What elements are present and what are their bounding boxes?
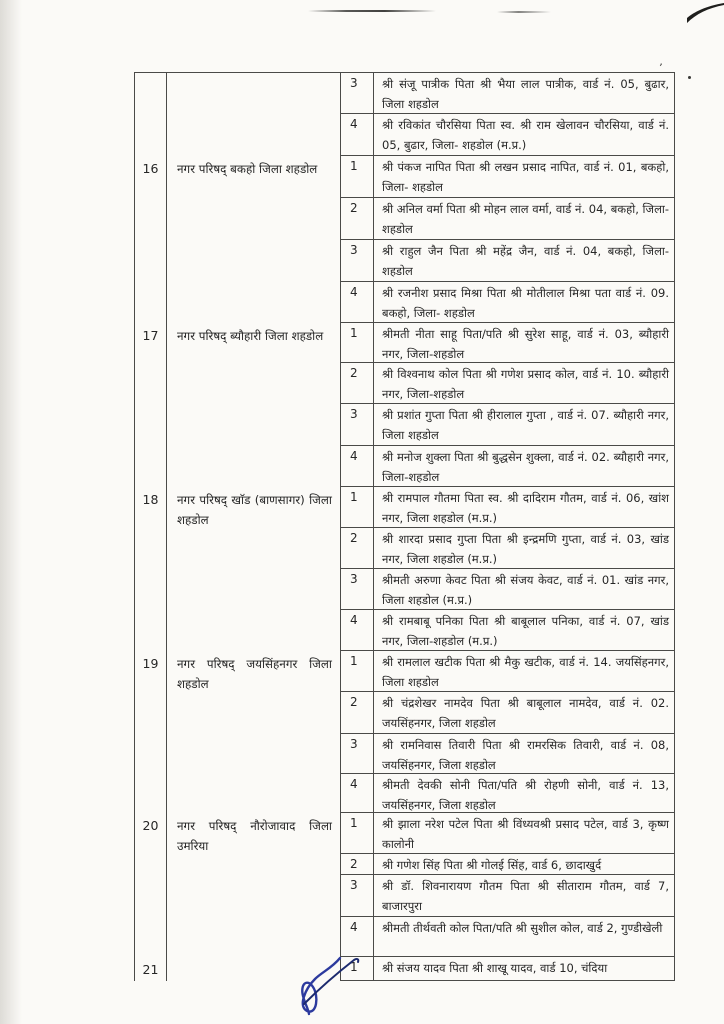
- member-text-cell: श्री रामबाबू पनिका पिता श्री बाबूलाल पनिका, वार्ड नं. 07, खांड नगर, जिला-शहडोल (म.प्र.): [382, 614, 669, 648]
- table-row: [341, 569, 674, 610]
- table-row: [341, 917, 674, 957]
- member-text-cell: श्री शारदा प्रसाद गुप्ता पिता श्री इन्द्रमणि गुप्ता, वार्ड नं. 03, खांड नगर, जिला शहडोल (म.प्र.): [382, 532, 669, 566]
- scan-line-artifact: [497, 11, 551, 13]
- table-row: [341, 404, 674, 446]
- member-text-cell: श्री पंकज नापित पिता श्री लखन प्रसाद नापित, वार्ड नं. 01, बकहो, जिला- शहडोल: [382, 160, 669, 194]
- table-row: [341, 363, 674, 404]
- council-group: [135, 73, 674, 156]
- member-no-cell: 2: [341, 363, 374, 403]
- member-no-cell: 4: [341, 282, 374, 322]
- member-no-cell: 4: [341, 774, 374, 812]
- table-row: [341, 446, 674, 487]
- table-row: [341, 875, 674, 917]
- serial-cell: [135, 73, 167, 156]
- member-no-cell: 3: [341, 875, 374, 916]
- member-text-cell: श्रीमती नीता साहू पिता/पति श्री सुरेश साहू, वार्ड नं. 03, ब्यौहारी नगर, जिला-शहडोल: [382, 327, 669, 361]
- council-cell: नगर परिषद् बकहो जिला शहडोल: [167, 156, 341, 323]
- member-text-cell: श्री अनिल वर्मा पिता श्री मोहन लाल वर्मा, वार्ड नं. 04, बकहो, जिला- शहडोल: [382, 202, 669, 236]
- member-text-cell: श्री गणेश सिंह पिता श्री गोलई सिंह, वार्ड 6, छादाखुर्द: [382, 858, 602, 872]
- table-row: [341, 692, 674, 734]
- member-no-cell: 2: [341, 528, 374, 568]
- member-no-cell: 3: [341, 73, 374, 113]
- table-row: [341, 813, 674, 854]
- member-text-cell: श्री विश्वनाथ कोल पिता श्री गणेश प्रसाद कोल, वार्ड नं. 10. ब्यौहारी नगर, जिला-शहडोल: [382, 367, 669, 401]
- council-group: [135, 323, 674, 487]
- ink-speck: [688, 76, 691, 79]
- member-text-cell: श्रीमती तीर्थवती कोल पिता/पति श्री सुशील कोल, वार्ड 2, गुण्डीखेली: [382, 921, 663, 935]
- member-no-cell: 1: [341, 487, 374, 527]
- member-no-cell: 1: [341, 323, 374, 362]
- member-no-cell: 3: [341, 734, 374, 773]
- member-no-cell: 4: [341, 446, 374, 486]
- member-text-cell: श्री रजनीश प्रसाद मिश्रा पिता श्री मोतीलाल मिश्रा पता वार्ड नं. 09. बकहो, जिला- शहडोल: [382, 286, 669, 320]
- member-no-cell: 1: [341, 957, 374, 980]
- table-row: [341, 734, 674, 774]
- table-row: [341, 854, 674, 875]
- serial-cell: 18: [135, 487, 167, 651]
- member-text-cell: श्री मनोज शुक्ला पिता श्री बुद्धसेन शुक्ला, वार्ड नं. 02. ब्यौहारी नगर, जिला-शहडोल: [382, 450, 669, 484]
- member-no-cell: 1: [341, 156, 374, 197]
- member-text-cell: श्री डॉ. शिवनारायण गौतम पिता श्री सीताराम गौतम, वार्ड 7, बाजारपुरा: [382, 879, 669, 913]
- serial-cell: 20: [135, 813, 167, 957]
- member-no-cell: 3: [341, 569, 374, 609]
- member-no-cell: 1: [341, 813, 374, 853]
- member-text-cell: श्रीमती देवकी सोनी पिता/पति श्री रोहणी सोनी, वार्ड नं. 13, जयसिंहनगर, जिला शहडोल: [382, 778, 669, 812]
- member-no-cell: 1: [341, 651, 374, 691]
- council-cell: नगर परिषद् नौरोजावाद जिला उमरिया: [167, 813, 341, 957]
- member-text-cell: श्री संजू पात्रीक पिता श्री भैया लाल पात्रीक, वार्ड नं. 05, बुढार, जिला शहडोल: [382, 77, 669, 111]
- member-text-cell: श्री प्रशांत गुप्ता पिता श्री हीरालाल गुप्ता , वार्ड नं. 07. ब्यौहारी नगर, जिला शहडोल: [382, 408, 669, 442]
- table-row: [341, 73, 674, 114]
- ink-signature: [288, 944, 372, 1020]
- member-text-cell: श्रीमती अरुणा केवट पिता श्री संजय केवट, वार्ड नं. 01. खांड नगर, जिला शहडोल (म.प्र.): [382, 573, 669, 607]
- member-text-cell: श्री रामलाल खटीक पिता श्री मैकु खटीक, वार्ड नं. 14. जयसिंहनगर, जिला शहडोल: [382, 655, 669, 689]
- member-text-cell: श्री रामनिवास तिवारी पिता श्री रामरसिक तिवारी, वार्ड नं. 08, जयसिंहनगर, जिला शहडोल: [382, 738, 669, 772]
- member-no-cell: 3: [341, 404, 374, 445]
- member-no-cell: 2: [341, 198, 374, 239]
- member-no-cell: 2: [341, 692, 374, 733]
- member-no-cell: 3: [341, 240, 374, 281]
- member-no-cell: 4: [341, 114, 374, 155]
- member-text-cell: श्री राहुल जैन पिता श्री महेंद्र जैन, वार्ड नं. 04, बकहो, जिला- शहडोल: [382, 244, 669, 278]
- table-row: [341, 114, 674, 156]
- serial-cell: 16: [135, 156, 167, 323]
- member-text-cell: श्री रविकांत चौरसिया पिता स्व. श्री राम खेलावन चौरसिया, वार्ड नं. 05, बुढार, जिला- शहडोल (म.प्र.): [382, 118, 669, 152]
- member-text-cell: श्री चंद्रशेखर नामदेव पिता श्री बाबूलाल नामदेव, वार्ड नं. 02. जयसिंहनगर, जिला शहडोल: [382, 696, 669, 730]
- serial-cell: 17: [135, 323, 167, 487]
- ink-speck: ,: [658, 54, 665, 69]
- council-group: [135, 651, 674, 813]
- member-text-cell: श्री झाला नरेश पटेल पिता श्री विंध्यवश्री प्रसाद पटेल, वार्ड 3, कृष्ण कालोनी: [382, 817, 669, 851]
- page-curl-artifact: [687, 3, 724, 27]
- member-no-cell: 4: [341, 917, 374, 956]
- table-row: [341, 156, 674, 198]
- member-text-cell: श्री रामपाल गौतमा पिता स्व. श्री दादिराम गौतम, वार्ड नं. 06, खांश नगर, जिला शहडोल (म.प्र.): [382, 491, 669, 525]
- council-cell: नगर परिषद् खाॅड (बाणसागर) जिला शहडोल: [167, 487, 341, 651]
- table-row: [341, 957, 674, 981]
- serial-cell: 21: [135, 957, 167, 981]
- scan-line-artifact: [308, 10, 436, 12]
- table-row: [341, 240, 674, 282]
- council-group: [135, 487, 674, 651]
- table-row: [341, 774, 674, 813]
- table-row: [341, 198, 674, 240]
- member-no-cell: 2: [341, 854, 374, 874]
- council-group: [135, 156, 674, 323]
- council-group: [135, 813, 674, 957]
- table-row: [341, 651, 674, 692]
- member-no-cell: 4: [341, 610, 374, 650]
- table-row: [341, 528, 674, 569]
- council-cell: नगर परिषद् ब्यौहारी जिला शहडोल: [167, 323, 341, 487]
- member-text-cell: श्री संजय यादव पिता श्री शाखू यादव, वार्ड 10, चंदिया: [382, 961, 608, 975]
- members-table: [134, 72, 675, 981]
- table-row: [341, 323, 674, 363]
- table-row: [341, 282, 674, 323]
- council-cell: नगर परिषद् जयसिंहनगर जिला शहडोल: [167, 651, 341, 813]
- council-cell: [167, 73, 341, 156]
- table-row: [341, 487, 674, 528]
- table-row: [341, 610, 674, 651]
- serial-cell: 19: [135, 651, 167, 813]
- council-group: [135, 957, 674, 981]
